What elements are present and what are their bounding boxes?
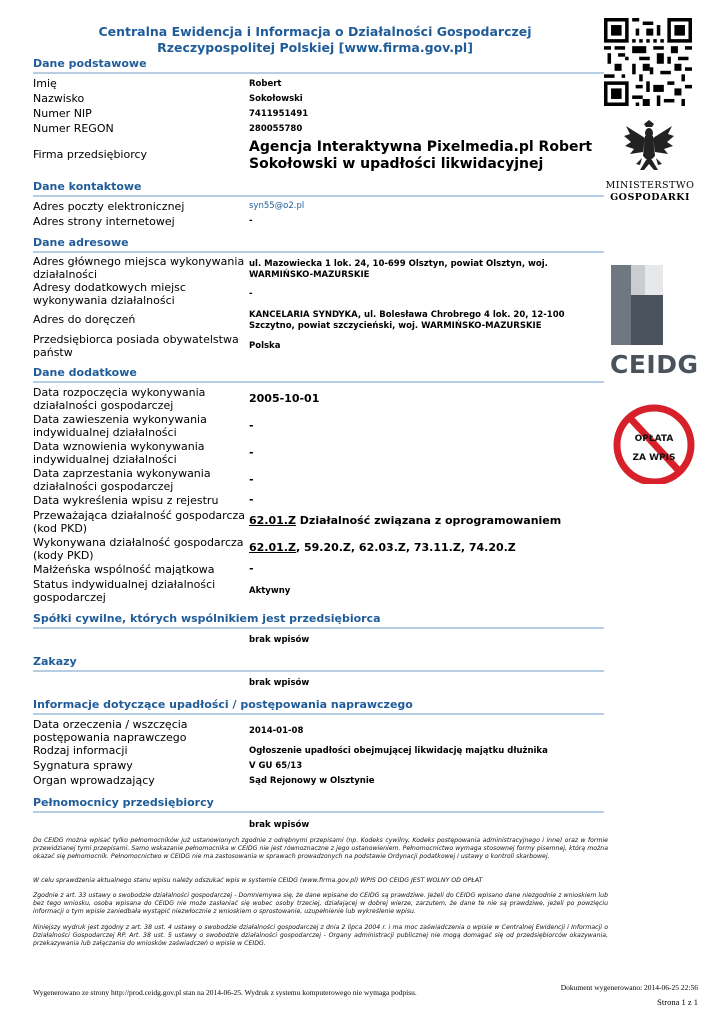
bankruptcy-date-label: Data orzeczenia / wszczęcia postępowania naprawczego [33, 718, 188, 744]
bans-value: brak wpisów [249, 678, 310, 688]
nip-value: 7411951491 [249, 109, 309, 119]
pkd-codes-label: Wykonywana działalność gospodarcza (kody PKD) [33, 536, 244, 562]
additional-address-label: Adresy dodatkowych miejsc wykonywania działalności [33, 281, 186, 307]
section-bans: Zakazy [33, 655, 604, 672]
resume-date-label: Data wznowienia wykonywania indywidualnej działalności [33, 440, 205, 466]
main-address-value: ul. Mazowiecka 1 lok. 24, 10-699 Olsztyn, powiat Olsztyn, woj. WARMIŃSKO-MAZURSKIE [249, 259, 548, 280]
last-name-value: Sokołowski [249, 94, 303, 104]
start-date-value: 2005-10-01 [249, 392, 320, 405]
main-address-label: Adres głównego miejsca wykonywania działalności [33, 255, 245, 281]
section-basic: Dane podstawowe [33, 57, 604, 74]
status-label: Status indywidualnej działalności gospodarczej [33, 578, 216, 604]
suspend-date-value: - [249, 419, 254, 432]
main-pkd-code-link[interactable]: 62.01.Z [249, 514, 296, 527]
case-signature-label: Sygnatura sprawy [33, 759, 133, 772]
citizenship-value: Polska [249, 341, 281, 351]
stamp-line-2: ZA WPIS [632, 453, 676, 463]
partnerships-value: brak wpisów [249, 635, 310, 645]
main-pkd-description: Działalność związana z oprogramowaniem [295, 514, 562, 527]
no-fee-stamp [610, 402, 706, 498]
www-label: Adres strony internetowej [33, 215, 175, 228]
start-date-label: Data rozpoczęcia wykonywania działalności gospodarczej [33, 386, 206, 412]
ministry-line-2: GOSPODARKI [610, 192, 690, 203]
case-signature-value: V GU 65/13 [249, 761, 303, 771]
last-name-label: Nazwisko [33, 92, 85, 105]
info-type-value: Ogłoszenie upadłości obejmującej likwidację majątku dłużnika [249, 746, 548, 756]
section-proxies: Pełnomocnicy przedsiębiorcy [33, 796, 604, 813]
section-contact: Dane kontaktowe [33, 180, 604, 197]
www-value: - [249, 216, 253, 226]
note-proxies: Do CEIDG można wpisać tylko pełnomocników już ustanowionych zgodnie z odrębnymi przepisami (np. Kodeks cywilny, Kodeks postępowania administracyjnego i inne) oraz w formie przewidzianej tymi przepisami. Samo wskazanie pełnomocnika w CEIDG nie jest równoznaczne z jego ustanowieniem. Pełnomocnictwo wymaga stosownej formy pisemnej, którą można okazać się pełnomocnik. Pełnomocnictwo w CEIDG nie ma zastosowania w sprawach prowadzonych na podstawie Ordynacji podatkowej i ustawy o kontroli skarbowej. [33, 837, 608, 860]
note-verify: W celu sprawdzenia aktualnego stanu wpisu należy odszukać wpis w systemie CEIDG (www.firma.gov.pl) WPIS DO CEIDG JEST WOLNY OD OPŁAT [33, 877, 483, 884]
delivery-address-label: Adres do doręczeń [33, 313, 136, 326]
qr-code-icon [604, 18, 692, 106]
first-name-label: Imię [33, 77, 57, 90]
pkd-codes-rest: , 59.20.Z, 62.03.Z, 73.11.Z, 74.20.Z [295, 541, 516, 554]
additional-address-value: - [249, 289, 253, 299]
organ-label: Organ wprowadzający [33, 774, 155, 787]
ceidg-logo-icon [611, 265, 663, 345]
regon-label: Numer REGON [33, 122, 114, 135]
main-pkd-value [249, 516, 594, 527]
title-line-2: Rzeczypospolitej Polskiej [www.firma.gov.pl] [157, 40, 473, 55]
email-link[interactable]: syn55@o2.pl [249, 201, 305, 211]
footer-page: Strona 1 z 1 [657, 997, 698, 1007]
footer-source: Wygenerowano ze strony http://prod.ceidg.gov.pl stan na 2014-06-25. Wydruk z systemu komputerowego nie wymaga podpisu. [33, 988, 417, 997]
removal-date-value: - [249, 493, 254, 506]
title-line-1: Centralna Ewidencja i Informacja o Działalności Gospodarczej [98, 24, 532, 39]
bankruptcy-date-value: 2014-01-08 [249, 726, 304, 736]
footer-generated: Dokument wygenerowano: 2014-06-25 22:56 [560, 983, 698, 992]
regon-value: 280055780 [249, 124, 303, 134]
marital-value: - [249, 562, 254, 575]
eagle-emblem-icon [622, 118, 676, 178]
note-art33: Zgodnie z art. 33 ustawy o swobodzie działalności gospodarczej - Domniemywa się, że dane wpisane do CEIDG są prawdziwe. Jeżeli do CEIDG wpisano dane niezgodnie z wnioskiem lub bez tego wniosku, osoba wpisana do CEIDG nie może zasłaniać się wobec osoby trzeciej, działającej w dobrej wierze, zarzutem, że dane te nie są prawdziwe, jeżeli po powzięciu informacji o tym wpisie zaniedbała wystąpić niezwłocznie z wnioskiem o sprostowanie, uzupełnienie lub wykreślenie wpisu. [33, 892, 608, 915]
ministry-line-1: MINISTERSTWO [605, 180, 695, 191]
stamp-line-1: OPŁATA [634, 434, 674, 444]
info-type-label: Rodzaj informacji [33, 744, 128, 757]
pkd-codes-value [249, 543, 594, 554]
cease-date-value: - [249, 473, 254, 486]
first-name-value: Robert [249, 79, 282, 89]
section-extra: Dane dodatkowe [33, 366, 604, 383]
section-address: Dane adresowe [33, 236, 604, 253]
firm-label: Firma przedsiębiorcy [33, 148, 148, 161]
main-pkd-label: Przeważająca działalność gospodarcza (kod PKD) [33, 509, 246, 535]
firm-value: Agencja Interaktywna Pixelmedia.pl Robert Sokołowski w upadłości likwidacyjnej [249, 139, 593, 172]
no-fee-stamp-text [610, 430, 698, 468]
section-bankruptcy: Informacje dotyczące upadłości / postępowania naprawczego [33, 698, 604, 715]
section-partnerships: Spółki cywilne, których wspólnikiem jest przedsiębiorca [33, 612, 604, 629]
suspend-date-label: Data zawieszenia wykonywania indywidualnej działalności [33, 413, 207, 439]
citizenship-label: Przedsiębiorca posiada obywatelstwa państw [33, 333, 239, 359]
pkd-code-link[interactable]: 62.01.Z [249, 541, 296, 554]
status-value: Aktywny [249, 586, 291, 596]
organ-value: Sąd Rejonowy w Olsztynie [249, 776, 375, 786]
ceidg-logo-text: CEIDG [610, 350, 699, 379]
email-label: Adres poczty elektronicznej [33, 200, 185, 213]
removal-date-label: Data wykreślenia wpisu z rejestru [33, 494, 219, 507]
delivery-address-value: KANCELARIA SYNDYKA, ul. Bolesława Chrobrego 4 lok. 20, 12-100 Szczytno, powiat szczycieński, woj. WARMIŃSKO-MAZURSKIE [249, 310, 565, 331]
marital-label: Małżeńska wspólność majątkowa [33, 563, 215, 576]
note-art38: Niniejszy wydruk jest zgodny z art. 38 ust. 4 ustawy o swobodzie działalności gospodarczej z dnia 2 lipca 2004 r. i ma moc zaświadczenia o wpisie w Centralnej Ewidencji i Informacji o Działalności Gospodarczej RP. Art. 38 ust. 5 ustawy o swobodzie działalności gospodarczej - Organy administracji publicznej nie mogą domagać się od przedsiębiorców okazywania, przekazywania lub załączania do wniosków zaświadczeń o wpisie w CEIDG. [33, 924, 608, 947]
ministry-logo-text [604, 180, 696, 204]
cease-date-label: Data zaprzestania wykonywania działalności gospodarczej [33, 467, 211, 493]
nip-label: Numer NIP [33, 107, 92, 120]
resume-date-value: - [249, 446, 254, 459]
proxies-value: brak wpisów [249, 820, 310, 830]
page-title [60, 24, 570, 56]
